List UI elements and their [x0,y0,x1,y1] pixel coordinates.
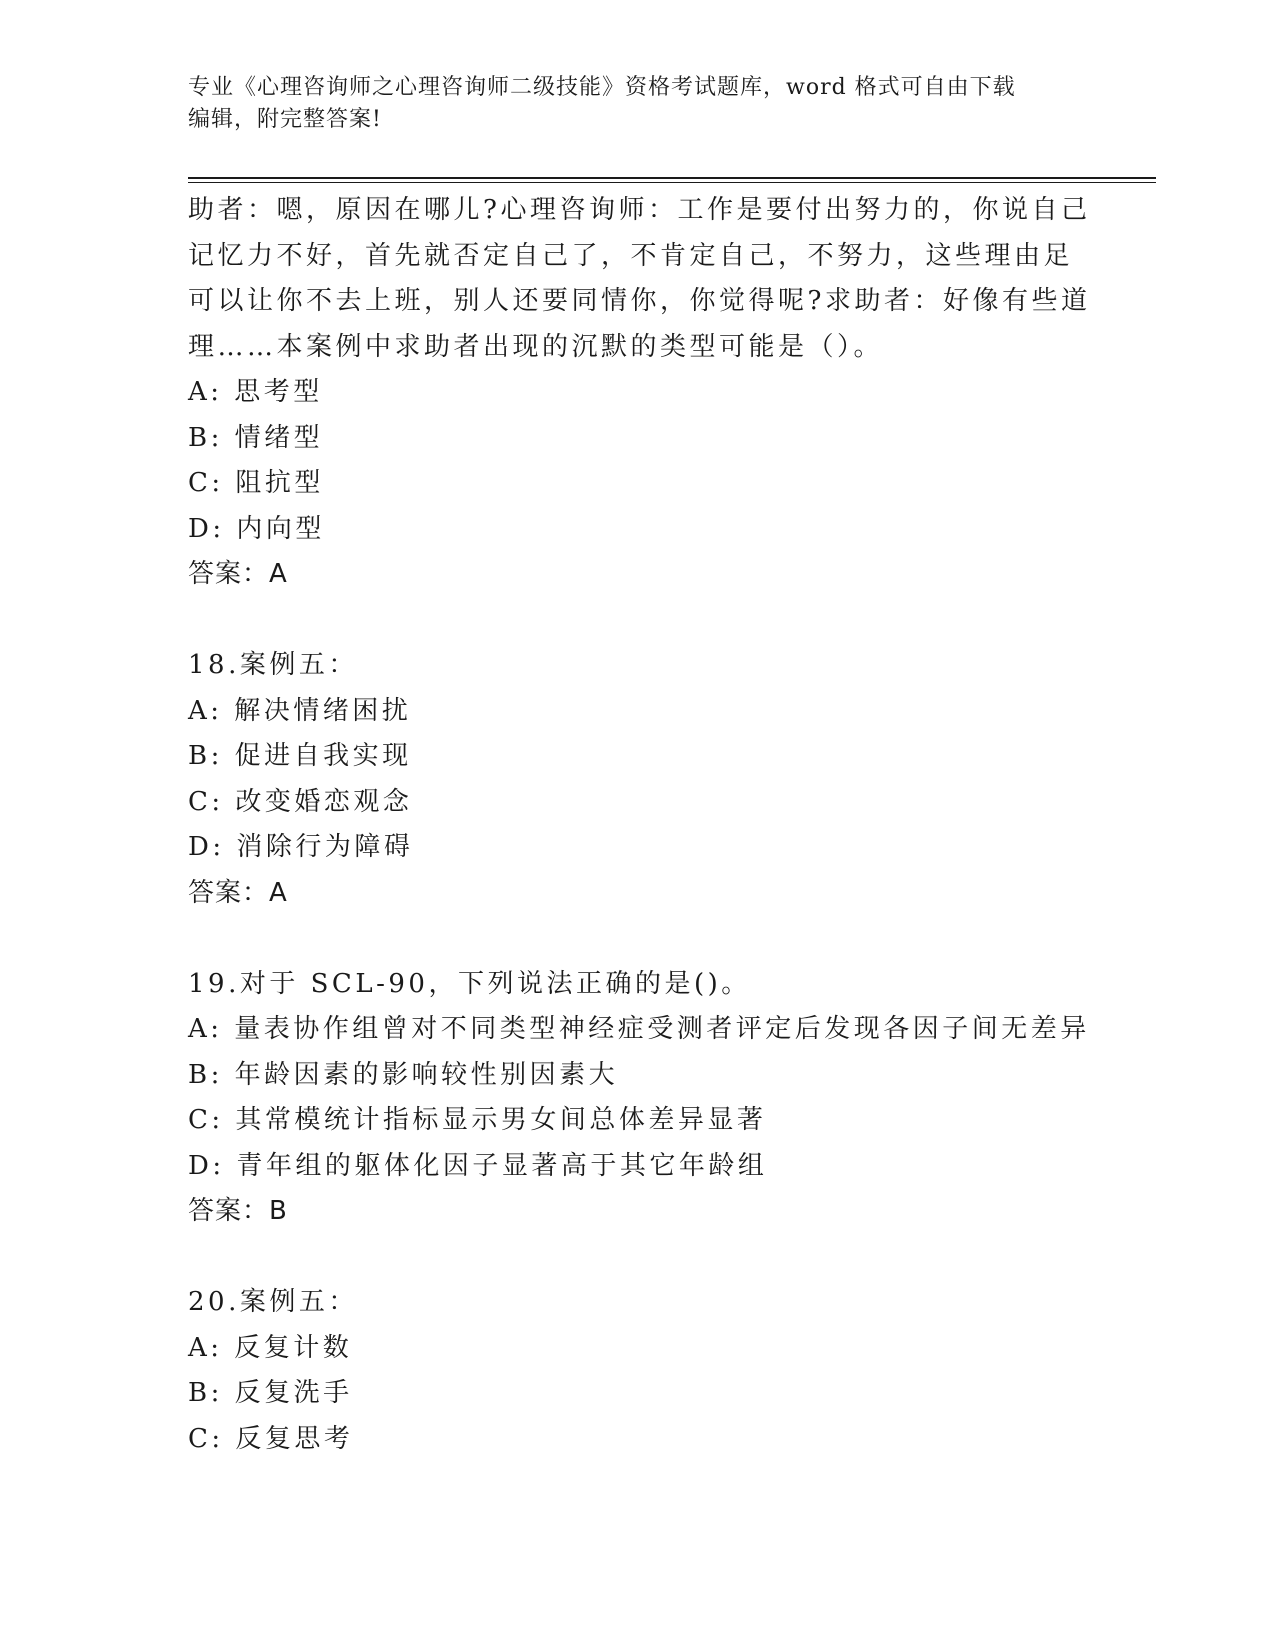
option-a: A: 量表协作组曾对不同类型神经症受测者评定后发现各因子间无差异 [188,1014,1090,1044]
question-stem-line: 理……本案例中求助者出现的沉默的类型可能是（）。 [188,331,884,362]
question-stem-line: 助者：嗯，原因在哪儿?心理咨询师：工作是要付出努力的，你说自己 [188,195,1091,225]
page-header [188,72,1068,136]
option-c: C: 反复思考 [188,1423,354,1454]
question-19 [188,962,1088,1235]
spacer [188,916,1088,962]
option-a: A: 反复计数 [188,1332,353,1363]
option-b: B: 反复洗手 [188,1378,353,1408]
option-d: D: 内向型 [188,513,325,544]
option-c: C: 其常模统计指标显示男女间总体差异显著 [188,1105,767,1135]
header-divider-thin [188,182,1156,183]
option-b: B: 情绪型 [188,422,324,453]
question-list [188,188,1091,1462]
question-stem: 18.案例五： [188,650,358,680]
question-stem-line: 可以让你不去上班，别人还要同情你，你觉得呢?求助者：好像有些道 [188,286,1091,316]
option-d: D: 消除行为障碍 [188,832,414,862]
header-title-line-1: 专业《心理咨询师之心理咨询师二级技能》资格考试题库，word 格式可自由下载 [188,75,1016,100]
question-stem: 20.案例五： [188,1287,358,1317]
answer-label: 答案：B [188,1196,288,1226]
header-title-line-2: 编辑，附完整答案! [188,107,382,132]
option-c: C: 阻抗型 [188,468,324,498]
option-a: A: 解决情绪困扰 [188,695,412,726]
question-18 [188,643,1088,916]
answer-label: 答案：A [188,559,288,589]
answer-label: 答案：A [188,877,288,908]
question-stem: 19.对于 SCL-90，下列说法正确的是()。 [188,968,751,999]
option-d: D: 青年组的躯体化因子显著高于其它年龄组 [188,1150,768,1181]
spacer [188,1235,1088,1281]
option-a: A: 思考型 [188,377,323,407]
question-20 [188,1280,1088,1462]
header-divider-thick [188,177,1156,179]
question-17 [188,188,1091,598]
spacer [188,598,1088,644]
option-c: C: 改变婚恋观念 [188,786,413,817]
option-b: B: 年龄因素的影响较性别因素大 [188,1059,619,1090]
option-b: B: 促进自我实现 [188,741,412,771]
question-stem-line: 记忆力不好，首先就否定自己了，不肯定自己，不努力，这些理由足 [188,240,1074,271]
